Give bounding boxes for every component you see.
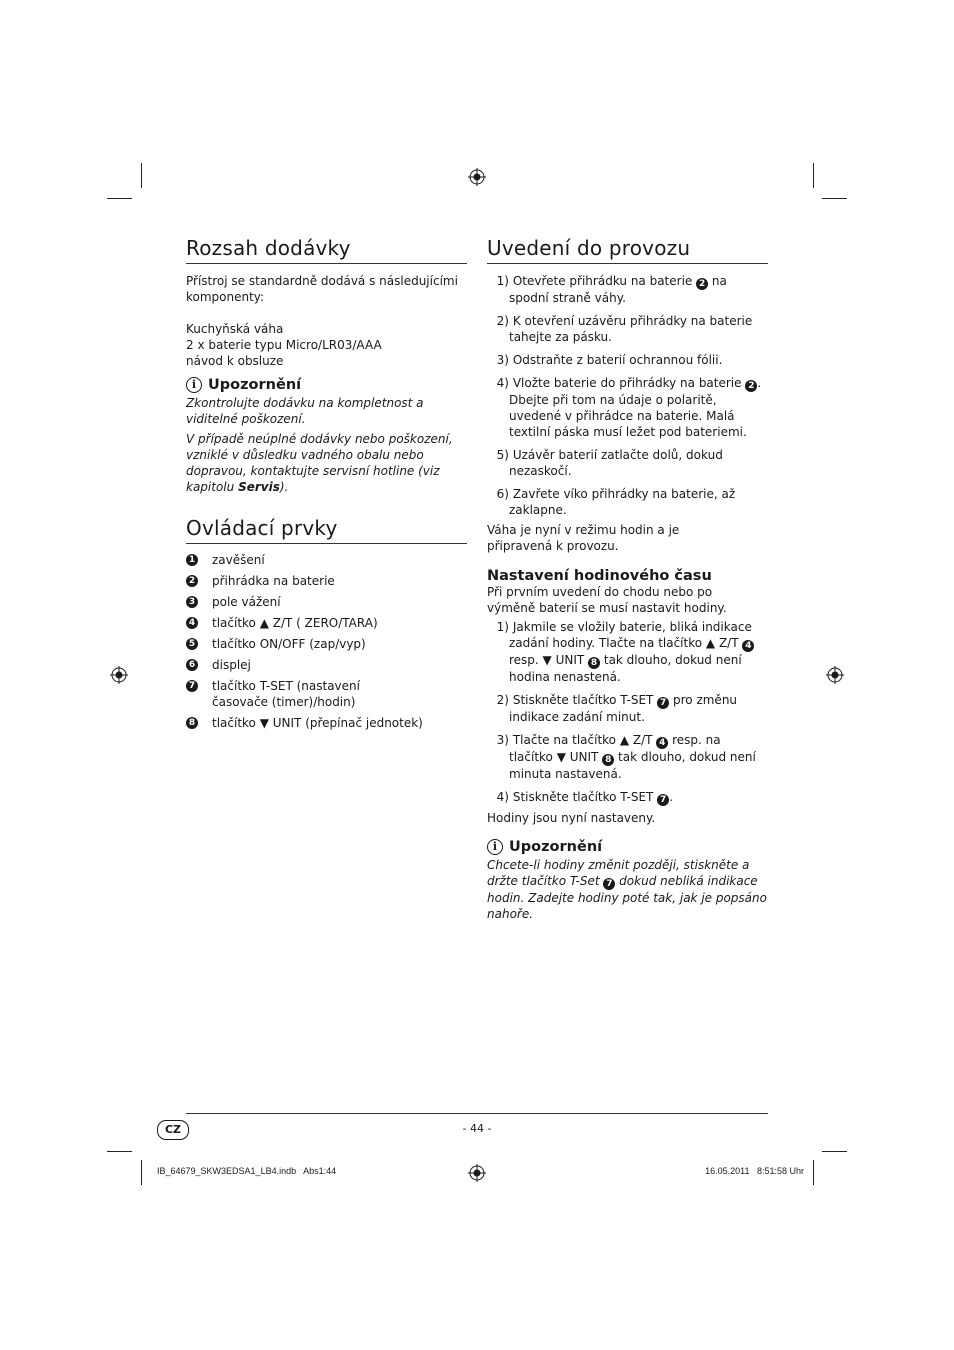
crop-mark <box>813 1160 814 1185</box>
list-item: 5 tlačítko ON/OFF (zap/vyp) <box>186 636 467 652</box>
left-column <box>186 236 467 731</box>
clock-steps <box>487 619 768 806</box>
number-badge: 4 <box>186 617 198 629</box>
file-info: IB_64679_SKW3EDSA1_LB4.indb Abs1:44 <box>157 1166 337 1176</box>
controls-list <box>186 552 467 731</box>
note-heading <box>186 377 467 393</box>
number-badge: 7 <box>657 794 669 806</box>
note-text: Chcete-li hodiny změnit později, stiskněte a držte tlačítko T-Set 7 dokud nebliká indikace hodin. Zadejte hodiny poté tak, jak je popsáno nahoře. <box>487 858 767 921</box>
servis-link-text: Servis <box>238 480 280 494</box>
number-badge: 4 <box>656 737 668 749</box>
note-text: Zkontrolujte dodávku na kompletnost a viditelné poškození. <box>186 396 424 426</box>
number-badge: 8 <box>588 657 600 669</box>
section-title-controls: Ovládací prvky <box>186 516 467 544</box>
list-item: 2 přihrádka na baterie <box>186 573 467 589</box>
scope-item: Kuchyňská váha <box>186 322 284 336</box>
note-heading <box>487 839 768 855</box>
crop-mark <box>107 198 132 199</box>
registration-mark-icon <box>468 1164 486 1182</box>
section-title-startup: Uvedení do provozu <box>487 236 768 264</box>
scope-intro: Přístroj se standardně dodává s následujícími komponenty: <box>186 274 458 304</box>
number-badge: 6 <box>186 659 198 671</box>
crop-mark <box>813 163 814 188</box>
list-item: 2) K otevření uzávěru přihrádky na baterie tahejte za pásku. <box>496 314 753 344</box>
footer-divider <box>186 1113 768 1114</box>
list-item: 4) Stiskněte tlačítko T-SET 7 . <box>496 790 674 805</box>
list-item: 6 displej <box>186 657 467 673</box>
number-badge: 7 <box>603 878 615 890</box>
number-badge: 5 <box>186 638 198 650</box>
list-item: 2) Stiskněte tlačítko T-SET 7 pro změnu indikace zadání minut. <box>496 693 738 724</box>
startup-after: Váha je nyní v režimu hodin a je připravená k provozu. <box>487 523 680 553</box>
number-badge: 7 <box>657 697 669 709</box>
page-number: - 44 - <box>462 1122 492 1135</box>
right-column <box>487 236 768 922</box>
registration-mark-icon <box>826 666 844 684</box>
language-badge: CZ <box>157 1120 189 1140</box>
list-item: 3) Tlačte na tlačítko ▲ Z/T 4 resp. na tlačítko ▼ UNIT 8 tak dlouho, dokud není minuta nastavená. <box>496 733 756 781</box>
number-badge: 2 <box>186 575 198 587</box>
list-item: 6) Zavřete víko přihrádky na baterie, až zaklapne. <box>496 487 736 517</box>
clock-after: Hodiny jsou nyní nastaveny. <box>487 811 656 825</box>
clock-intro: Při prvním uvedení do chodu nebo po výměně baterií se musí nastavit hodiny. <box>487 585 727 615</box>
crop-mark <box>822 198 847 199</box>
number-badge: 3 <box>186 596 198 608</box>
section-title-clock: Nastavení hodinového času <box>487 568 712 584</box>
list-item: 3) Odstraňte z baterií ochrannou fólii. <box>496 353 723 367</box>
crop-mark <box>141 1160 142 1185</box>
note-text: V případě neúplné dodávky nebo poškození, vzniklé v důsledku vadného obalu nebo dopravou, kontaktujte servisní hotline (viz kapitolu Servis). <box>186 432 453 494</box>
number-badge: 8 <box>602 754 614 766</box>
list-item: 1) Otevřete přihrádku na baterie 2 na spodní straně váhy. <box>496 274 727 305</box>
number-badge: 2 <box>745 380 757 392</box>
list-item: 3 pole vážení <box>186 594 467 610</box>
scope-item: 2 x baterie typu Micro/LR03/AAA <box>186 338 382 352</box>
print-timestamp: 16.05.2011 8:51:58 Uhr <box>705 1166 804 1176</box>
number-badge: 4 <box>742 640 754 652</box>
note-title: Upozornění <box>509 839 603 855</box>
info-icon: i <box>186 377 202 393</box>
scope-item: návod k obsluze <box>186 354 284 368</box>
list-item: 5) Uzávěr baterií zatlačte dolů, dokud nezaskočí. <box>496 448 723 478</box>
list-item: 1) Jakmile se vložily baterie, bliká indikace zadání hodiny. Tlačte na tlačítko ▲ Z/T 4 resp. ▼ UNIT 8 tak dlouho, dokud není hodina nenastená. <box>487 619 768 685</box>
note-title: Upozornění <box>208 377 302 393</box>
list-item: 4 tlačítko ▲ Z/T ( ZERO/TARA) <box>186 615 467 631</box>
registration-mark-icon <box>110 666 128 684</box>
startup-steps <box>487 273 768 518</box>
list-item: 8 tlačítko ▼ UNIT (přepínač jednotek) <box>186 715 467 731</box>
section-title-scope: Rozsah dodávky <box>186 236 467 264</box>
list-item: 1 zavěšení <box>186 552 467 568</box>
list-item: 4) Vložte baterie do přihrádky na baterie 2 . Dbejte při tom na údaje o polaritě, uvedené v přihrádce na baterie. Malá textilní páska musí ležet pod bateriemi. <box>496 376 762 439</box>
list-item: 7 tlačítko T-SET (nastavení časovače (timer)/hodin) <box>186 678 467 710</box>
info-icon: i <box>487 839 503 855</box>
number-badge: 2 <box>696 278 708 290</box>
number-badge: 7 <box>186 680 198 692</box>
crop-mark <box>107 1151 132 1152</box>
number-badge: 1 <box>186 554 198 566</box>
crop-mark <box>822 1151 847 1152</box>
crop-mark <box>141 163 142 188</box>
registration-mark-icon <box>468 168 486 186</box>
number-badge: 8 <box>186 717 198 729</box>
